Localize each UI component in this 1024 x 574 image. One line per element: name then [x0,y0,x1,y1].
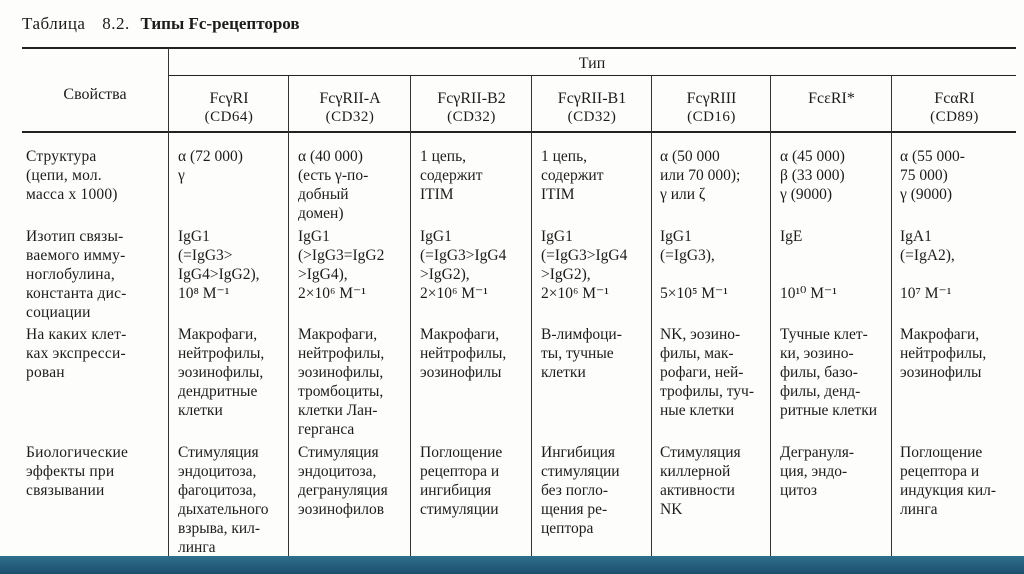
column-header-fcgriia [290,90,410,126]
table-cell: Стимуляция киллерной активности NK [660,444,741,518]
column-header-cd: (CD89) [930,109,979,125]
table-cell: NK, эозино- филы, мак- рофаги, ней- трофилы, туч- ные клетки [660,326,754,419]
table-title-text: Типы Fc-рецепторов [140,14,300,33]
column-header-name: FcγRII-B2 [437,90,506,107]
column-header-cd: (CD16) [687,109,736,125]
column-divider [891,76,892,556]
table-cell: IgG1 (=IgG3>IgG4 >IgG2), 2×10⁶ M⁻¹ [541,228,628,302]
column-header-fcgriib1 [533,90,651,126]
table-cell: Стимуляция эндоцитоза, дегрануляция эозинофилов [298,444,388,518]
table-top-rule [22,47,1016,49]
table-cell: IgG1 (=IgG3), 5×10⁵ M⁻¹ [660,228,728,302]
table-cell: Поглощение рецептора и ингибиция стимуляции [420,444,503,518]
header-bottom-rule [22,131,1016,133]
row-label-expression: На каких клет- ках экспресси- рован [26,326,127,381]
table-cell: Поглощение рецептора и индукция кил- линга [900,444,997,518]
row-label-structure: Структура (цепи, мол. масса x 1000) [26,148,118,203]
column-header-name: FcγRII-A [319,90,381,107]
column-header-fcari [893,90,1016,126]
table-cell: Дегрануля- ция, эндо- цитоз [780,444,855,499]
table-title-number: 8.2. [102,14,130,33]
properties-header: Свойства [63,86,127,103]
column-header-name: FcγRII-B1 [557,90,627,107]
row-label-isotype: Изотип связы- ваемого иммy- ноглобулина, константа дис- социации [26,228,127,321]
column-header-cd: (CD64) [204,109,254,125]
table-title [22,14,300,34]
column-header-fcgri [170,90,288,126]
column-header-name: FcγRIII [686,90,737,107]
table-cell: α (40 000) (есть γ-по- добный домен) [298,148,369,222]
table-cell: Тучные клет- ки, эозино- филы, базо- филы, денд- ритные клетки [780,326,878,419]
column-header-fcgriii [653,90,770,126]
table-cell: Макрофаги, нейтрофилы, эозинофилы [900,326,987,381]
type-header: Тип [578,55,606,72]
table-cell: IgE 10¹⁰ M⁻¹ [780,228,837,302]
column-header-cd: (CD32) [447,109,496,125]
table-cell: Макрофаги, нейтрофилы, эозинофилы, тромбоциты, клетки Лан- герганса [298,326,385,438]
column-header-fceri [772,90,891,108]
table-cell: IgG1 (=IgG3>IgG4 >IgG2), 2×10⁶ M⁻¹ [420,228,507,302]
column-header-name: FcεRI* [808,90,855,107]
table-cell: α (45 000) β (33 000) γ (9000) [780,148,845,203]
type-header-rule [168,75,1016,76]
column-divider [531,76,532,556]
table-cell: IgA1 (=IgA2), 10⁷ M⁻¹ [900,228,955,302]
column-header-cd: (CD32) [567,109,617,125]
table-cell: α (72 000) γ [178,148,243,184]
column-header-cd: (CD32) [325,109,375,125]
table-cell: IgG1 (=IgG3> IgG4>IgG2), 10⁸ M⁻¹ [178,228,260,302]
column-header-name: FcγRI [209,90,249,107]
column-divider [651,76,652,556]
table-cell: α (50 000 или 70 000); γ или ζ [660,148,741,203]
table-cell: Макрофаги, нейтрофилы, эозинофилы, дендритные клетки [178,326,265,419]
column-divider [770,76,771,556]
table-cell: Стимуляция эндоцитоза, фагоцитоза, дыхательного взрыва, кил- линга [178,444,269,556]
column-header-name: FcαRI [934,90,975,107]
slide-bottom-band [0,556,1024,574]
table-cell: IgG1 (>IgG3=IgG2 >IgG4), 2×10⁶ M⁻¹ [298,228,385,302]
table-cell: Ингибиция стимуляции без погло- щения ре- цептора [541,444,620,537]
column-divider [410,76,411,556]
table-cell: Макрофаги, нейтрофилы, эозинофилы [420,326,507,381]
table-title-prefix: Таблица [22,14,86,33]
table-cell: 1 цепь, содержит ITIM [541,148,604,203]
row-label-effects: Биологические эффекты при связывании [26,444,129,499]
table-cell: 1 цепь, содержит ITIM [420,148,483,203]
column-header-fcgriib2 [412,90,531,126]
table-cell: α (55 000- 75 000) γ (9000) [900,148,965,203]
table-cell: В-лимфоци- ты, тучные клетки [541,326,622,381]
column-divider [288,76,289,556]
